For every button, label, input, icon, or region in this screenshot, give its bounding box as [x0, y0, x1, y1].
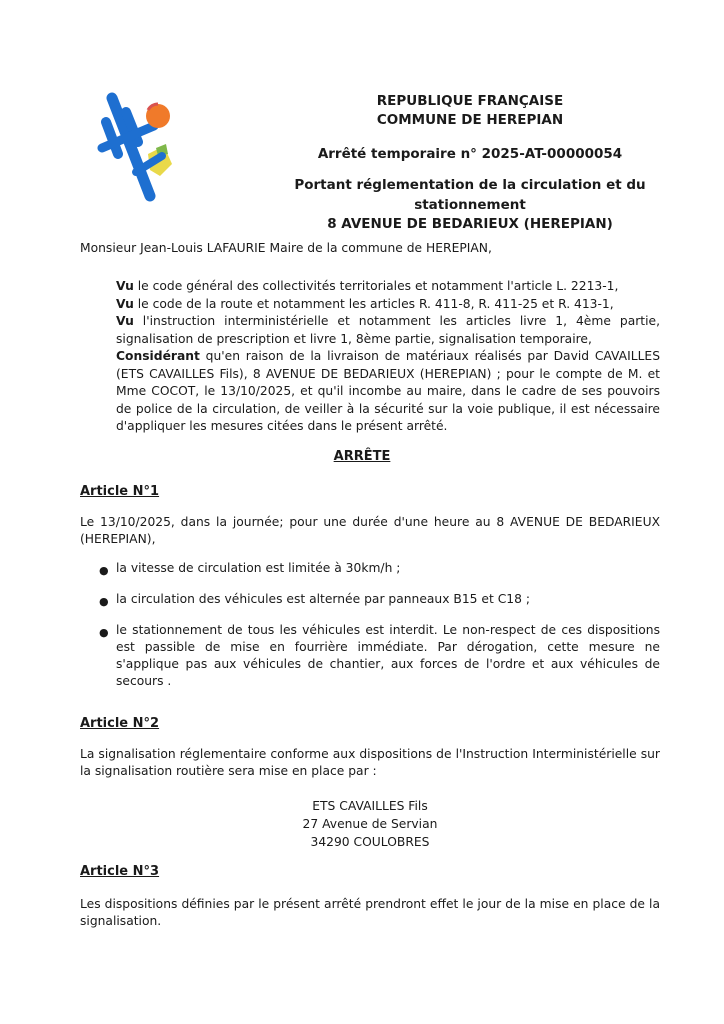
- legal-basis-item: [116, 313, 660, 348]
- legal-basis-keyword: Vu: [116, 314, 134, 328]
- arrete-number: Arrêté temporaire n° 2025-AT-00000054: [317, 146, 623, 162]
- legal-basis-keyword: Considérant: [116, 349, 200, 363]
- bullet-icon: ●: [99, 564, 109, 577]
- arrete-subject: [270, 176, 670, 235]
- article-3-heading: Article N°3: [80, 864, 160, 879]
- article-2-heading: Article N°2: [80, 716, 160, 731]
- commune-logo-icon: [92, 84, 188, 208]
- commune-title: COMMUNE DE HEREPIAN: [376, 112, 564, 128]
- arrete-subject-line3: 8 AVENUE DE BEDARIEUX (HEREPIAN): [327, 216, 613, 232]
- measure-text: la vitesse de circulation est limitée à 30km/h ;: [116, 561, 401, 575]
- bullet-icon: ●: [99, 595, 109, 608]
- legal-basis-text: le code de la route et notamment les articles R. 411-8, R. 411-25 et R. 413-1,: [133, 296, 614, 311]
- article-1-heading: Article N°1: [80, 484, 160, 499]
- measure-item: [80, 622, 660, 690]
- contractor-street: 27 Avenue de Servian: [302, 817, 438, 831]
- contractor-address: [0, 797, 724, 851]
- legal-basis-keyword: Vu: [116, 279, 134, 293]
- arrete-subject-line2: stationnement: [414, 196, 526, 213]
- contractor-name: ETS CAVAILLES Fils: [312, 799, 428, 813]
- legal-basis-text: l'instruction interministérielle et notamment les articles livre 1, 4ème partie, signalisation de prescription et livre 1, 8ème partie, signalisation temporaire,: [116, 314, 660, 346]
- legal-basis-text: le code général des collectivités territoriales et notamment l'article L. 2213-1,: [133, 279, 619, 293]
- measure-text: le stationnement de tous les véhicules est interdit. Le non-respect de ces dispositions est passible de mise en fourrière immédiate. Par dérogation, cette mesure ne s'applique pas aux véhicules de chantier, aux forces de l'ordre et aux véhicules de secours .: [116, 623, 660, 688]
- article-3-text: Les dispositions définies par le présent arrêté prendront effet le jour de la mise en place de la signalisation.: [80, 897, 660, 928]
- mayor-intro: Monsieur Jean-Louis LAFAURIE Maire de la commune de HEREPIAN,: [80, 241, 492, 255]
- legal-basis-item: [116, 278, 660, 296]
- article-1-intro: Le 13/10/2025, dans la journée; pour une durée d'une heure au 8 AVENUE DE BEDARIEUX (HEREPIAN),: [80, 515, 660, 546]
- legal-basis: [116, 278, 660, 436]
- decree-title: ARRÊTE: [333, 449, 391, 464]
- article-2-text: La signalisation réglementaire conforme aux dispositions de l'Instruction Interministérielle sur la signalisation routière sera mise en place par :: [80, 747, 660, 778]
- republic-title: REPUBLIQUE FRANÇAISE: [376, 93, 564, 109]
- measure-item: [80, 560, 660, 577]
- legal-basis-keyword: Vu: [116, 296, 134, 311]
- bullet-icon: ●: [99, 626, 109, 639]
- commune-logo: [92, 84, 188, 208]
- legal-basis-item: [116, 348, 660, 436]
- measure-text: la circulation des véhicules est alternée par panneaux B15 et C18 ;: [116, 592, 530, 606]
- measure-item: [80, 591, 660, 608]
- arrete-subject-line1: Portant réglementation de la circulation et du: [294, 177, 646, 193]
- legal-basis-item: [116, 296, 660, 314]
- legal-basis-text: qu'en raison de la livraison de matériaux réalisés par David CAVAILLES (ETS CAVAILLES Fils), 8 AVENUE DE BEDARIEUX (HEREPIAN) ; pour le compte de M. et Mme COCOT, le 13/10/2025, et qu'il incombe au maire, dans le cadre de ses pouvoirs de police de la circulation, de veiller à la sécurité sur la voie publique, il est nécessaire d'appliquer les mesures citées dans le présent arrêté.: [116, 349, 660, 433]
- document-header: [270, 92, 670, 235]
- contractor-city: 34290 COULOBRES: [310, 835, 430, 849]
- article-1-measures: [80, 560, 660, 704]
